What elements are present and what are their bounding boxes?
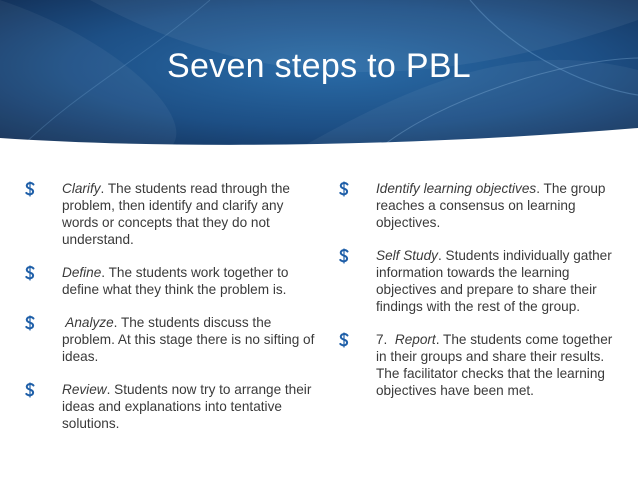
step-term: Review [62,382,107,397]
step-number: 7. [376,332,395,347]
list-item [18,264,318,298]
dollar-s-bullet-icon [338,332,350,348]
list-item [332,331,622,399]
step-term: Report [394,332,436,347]
step-text: . Students now try to arrange their ideas and explanations into tentative solutions. [62,382,312,431]
step-text: . The students work together to define what they think the problem is. [62,265,289,297]
step-term: Clarify [62,181,101,196]
dollar-s-bullet-icon [338,181,350,197]
step-text: . Students individually gather information towards the learning objectives and prepare to share their findings with the rest of the group. [376,248,612,314]
dollar-s-bullet-icon [338,248,350,264]
right-column [332,180,622,415]
dollar-s-bullet-icon [24,181,36,197]
step-text: . The students read through the problem, then identify and clarify any words or concepts that they do not understand. [62,181,290,247]
list-item [332,247,622,315]
dollar-s-bullet-icon [24,382,36,398]
step-text: . The group reaches a consensus on learning objectives. [376,181,606,230]
left-column [18,180,318,448]
list-item [18,381,318,432]
list-item [332,180,622,231]
step-term: Analyze [62,315,114,330]
slide-title: Seven steps to PBL [166,47,472,85]
step-term: Self Study [376,248,438,263]
step-text: . The students discuss the problem. At this stage there is no sifting of ideas. [62,315,315,364]
step-term: Identify learning objectives [376,181,537,196]
dollar-s-bullet-icon [24,315,36,331]
list-item [18,314,318,365]
list-item [18,180,318,248]
title-banner [0,0,638,148]
step-text: . The students come together in their groups and share their results. The facilitator checks that the learning objectives have been met. [376,332,613,398]
dollar-s-bullet-icon [24,265,36,281]
step-term: Define [62,265,102,280]
